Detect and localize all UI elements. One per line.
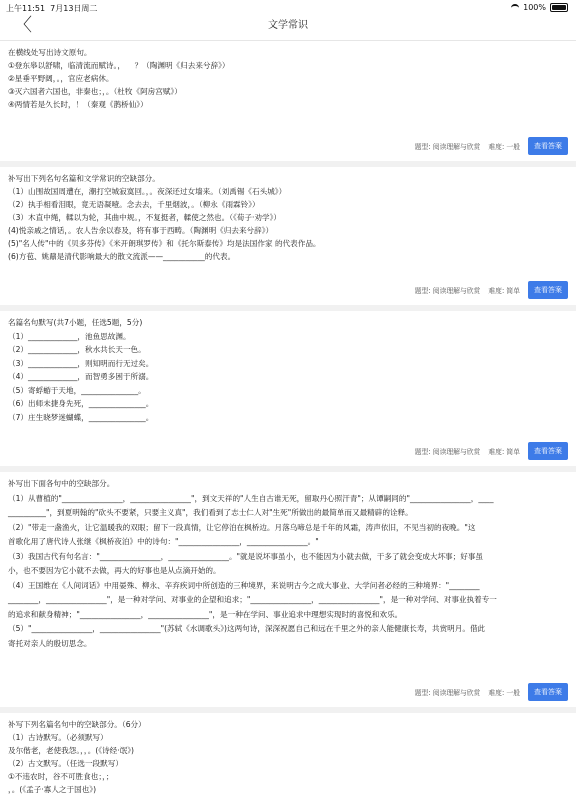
question-line: 的追求和献身精神；"________________，________________"，是一种在学问、事业追求中理想实现时的喜悦和欢乐。 xyxy=(8,609,403,619)
question-card xyxy=(0,167,576,311)
question-line: (5)"名人传"中的《贝多芬传》《米开朗琪罗传》和《托尔斯泰传》均是法国作家 的代表作品。 xyxy=(8,239,321,248)
wifi-icon xyxy=(511,4,519,12)
question-line: ①不违农时，谷不可胜食也；，； xyxy=(8,772,114,781)
question-line: ①登东皋以舒啸，临清流而赋诗。， ？（陶渊明《归去来兮辞》） xyxy=(8,61,230,70)
question-line: （3）_____________，则知明而行无过矣。 xyxy=(8,358,154,368)
back-icon[interactable]: 〈 xyxy=(14,15,32,36)
question-line: （5）寄蜉蝣于天地，_______________。 xyxy=(8,385,146,395)
question-line: （5）"________________，________________"(苏轼《水调歌头》)这两句诗，深深祝愿自己和远在千里之外的亲人能健康长寿，共赏明月。借此 xyxy=(8,624,486,633)
question-footer xyxy=(8,277,568,305)
question-footer xyxy=(8,438,568,466)
question-line: （1）山围故国周遭在，潮打空城寂寞回。，。夜深还过女墙来。（刘禹锡《石头城》） xyxy=(8,187,287,196)
question-line: （6）出师未捷身先死，_______________。 xyxy=(8,399,154,408)
question-line: 补写出下面各句中的空缺部分。 xyxy=(8,479,115,488)
status-time: 上午11:51 xyxy=(6,4,46,13)
status-time-date xyxy=(6,3,97,14)
battery-icon xyxy=(550,3,568,12)
question-line: （1）古诗默写。（必须默写） xyxy=(8,733,108,742)
question-line: ，。(《孟子·寡人之于国也》) xyxy=(8,785,97,794)
view-answer-button[interactable]: 查看答案 xyxy=(528,442,568,460)
question-line: （7）庄生晓梦迷蝴蝶，_______________。 xyxy=(8,412,154,422)
question-line: __________"，到夏明翰的"砍头不要紧，只要主义真"，我们看到了志士仁人对"生死"所做出的最简单而又最精辟的诠释。 xyxy=(8,508,413,517)
question-line: （3）木直中绳，輮以为轮，其曲中规。，不复挺者，輮使之然也。（《荀子·劝学》） xyxy=(8,213,282,222)
question-line: （4）_____________，而智勇多困于所溺。 xyxy=(8,372,154,381)
question-text xyxy=(8,316,568,424)
question-line: 补写出下列名句名篇和文学常识的空缺部分。 xyxy=(8,174,160,183)
question-card xyxy=(0,713,576,796)
question-text xyxy=(8,718,568,796)
question-line: （2）执手相看泪眼，竟无语凝噎。念去去，千里烟波，。（柳永《雨霖铃》） xyxy=(8,200,260,209)
question-line: 在横线处写出诗文原句。 xyxy=(8,48,92,57)
question-list[interactable] xyxy=(0,41,576,794)
question-line: （4）王国维在《人间词话》中用晏殊、柳永、辛弃疾词中所创造的三种境界，来说明古今之成大事业、大学问者必经的三种境界："________ xyxy=(8,580,480,590)
status-bar xyxy=(0,0,576,14)
question-text xyxy=(8,46,568,111)
question-card xyxy=(0,41,576,167)
question-line: （1）从曹植的"________________，________________"，到文天祥的"人生自古谁无死，留取丹心照汗青"；从谭嗣同的"________________，____ xyxy=(8,493,494,503)
question-line: （3）我国古代有句名言："________________，________________。"就是说坏事虽小，也不能因为小就去做，干多了就会变成大坏事；好事虽 xyxy=(8,551,484,561)
question-line: （2）_____________，秋水共长天一色。 xyxy=(8,345,146,354)
nav-bar xyxy=(0,14,576,41)
question-footer xyxy=(8,133,568,161)
question-difficulty: 难度: 一般 xyxy=(488,143,520,151)
question-line: 寄托对亲人的殷切思念。 xyxy=(8,638,92,648)
question-line: 小，也不要因为它小就不去做，再大的好事也是从点滴开始的。 xyxy=(8,566,221,575)
question-text xyxy=(8,477,568,651)
battery-percent: 100% xyxy=(523,3,546,12)
question-line: (6)方苞、姚鼐是清代影响最大的散文流派——___________的代表。 xyxy=(8,252,236,261)
question-footer xyxy=(8,679,568,707)
question-difficulty: 难度: 一般 xyxy=(488,689,520,697)
question-type: 题型: 阅读理解与欣赏 xyxy=(414,143,481,151)
question-card xyxy=(0,311,576,472)
question-line: ③灭六国者六国也，非秦也；，。（杜牧《阿房宫赋》） xyxy=(8,87,182,96)
question-line: ④两情若是久长时，！（秦观《鹊桥仙》） xyxy=(8,100,148,109)
view-answer-button[interactable]: 查看答案 xyxy=(528,281,568,299)
question-line: 名篇名句默写(共7小题，任选5题，5分) xyxy=(8,318,143,327)
question-difficulty: 难度: 简单 xyxy=(488,448,520,456)
question-difficulty: 难度: 简单 xyxy=(488,287,520,295)
question-type: 题型: 阅读理解与欣赏 xyxy=(414,287,481,295)
question-line: (4)悦亲戚之情话，。农人告余以春及，将有事于西畴。（陶渊明《归去来兮辞》） xyxy=(8,226,274,235)
question-line: ________，________________"，是一种对学问、对事业的企望和追求；"________________，________________"，是一种对学问、对事业执着专一 xyxy=(8,595,497,604)
status-right xyxy=(511,3,568,12)
question-line: （1）_____________，池鱼思故渊。 xyxy=(8,331,131,341)
question-line: ②星垂平野阔，。，官应老病休。 xyxy=(8,74,114,83)
view-answer-button[interactable]: 查看答案 xyxy=(528,137,568,155)
question-line: 及尔偕老，老使我怨。，，。(《诗经·氓》) xyxy=(8,746,135,755)
status-date: 7月13日周二 xyxy=(50,4,98,13)
question-text xyxy=(8,172,568,263)
question-type: 题型: 阅读理解与欣赏 xyxy=(414,448,481,456)
question-type: 题型: 阅读理解与欣赏 xyxy=(414,689,481,697)
question-line: （2）古文默写。（任选一段默写） xyxy=(8,759,123,768)
question-card xyxy=(0,472,576,713)
view-answer-button[interactable]: 查看答案 xyxy=(528,683,568,701)
page-title: 文学常识 xyxy=(268,20,308,31)
question-line: （2）"带走一盏渔火，让它温暖我的双眼；留下一段真情，让它停泊在枫桥边。月落乌啼总是千年的风霜，涛声依旧，不见当初的夜晚。"这 xyxy=(8,522,476,532)
question-line: 补写下列名篇名句中的空缺部分。（6分） xyxy=(8,720,146,729)
question-line: 首歌化用了唐代诗人张继《枫桥夜泊》中的诗句："________________，________________。" xyxy=(8,537,319,546)
